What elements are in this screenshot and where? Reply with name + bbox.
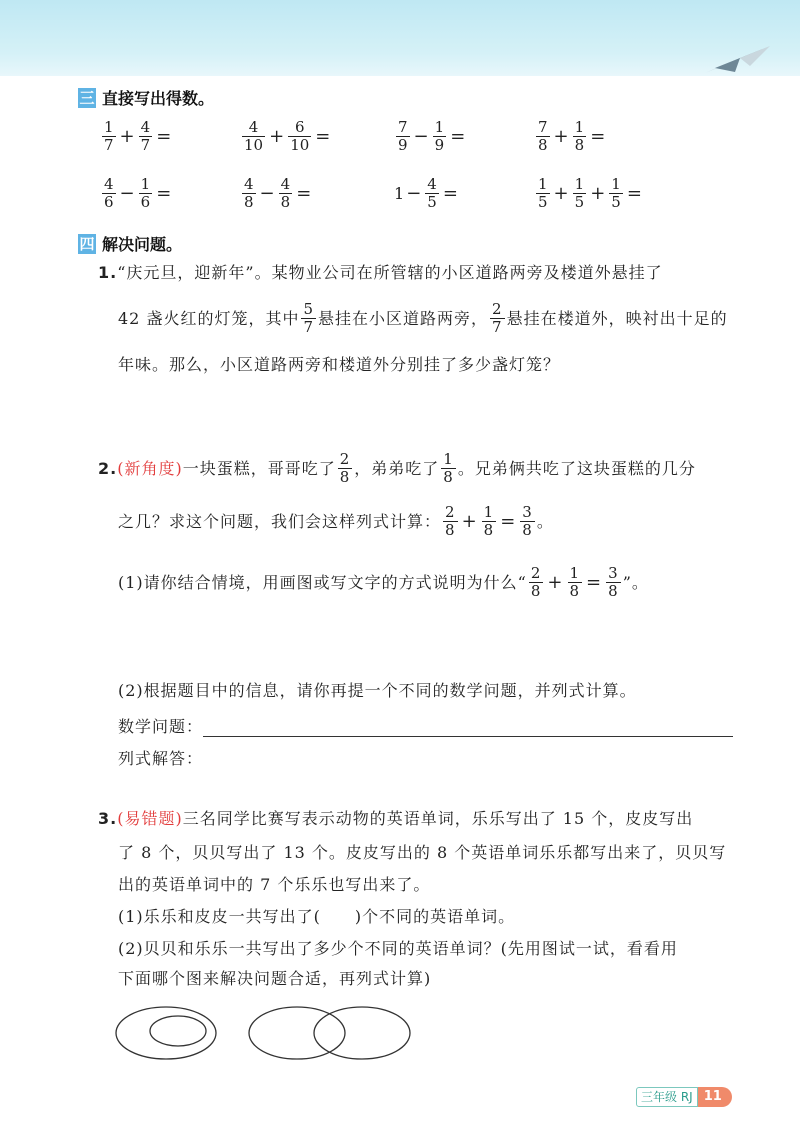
- fraction: $\frac{2}{8}$: [530, 564, 542, 600]
- venn-diagrams: [112, 1000, 452, 1066]
- fraction: $\frac{4}{6}$: [104, 175, 114, 211]
- q3-line-2: 了 8 个，贝贝写出了 13 个。皮皮写出的 8 个英语单词乐乐都写出来了，贝贝写: [118, 843, 727, 862]
- section-4-tag: 四: [79, 234, 95, 253]
- page-footer: [636, 1087, 732, 1107]
- q2-math-question-row: [118, 716, 733, 738]
- solve-label: 列式解答：: [118, 749, 204, 768]
- q2-solve-row: [118, 748, 203, 770]
- fraction: $\frac{7}{9}$: [398, 118, 408, 154]
- venn-diagram-overlap[interactable]: [249, 1007, 410, 1059]
- fraction: $\frac{4}{8}$: [280, 175, 291, 211]
- expr-5: $\frac{4}{6}$ − $\frac{1}{6}$ =: [104, 175, 172, 211]
- q3-badge: (易错题): [117, 809, 183, 828]
- expr-2: $\frac{4}{10}$ + $\frac{6}{10}$ =: [244, 118, 331, 154]
- q2-number: 2.: [98, 458, 118, 478]
- q2-line-2: 之几？求这个问题，我们会这样列式计算： $\frac{2}{8}$ + $\frac{1}{8}$ = $\frac{3}{8}$ 。: [118, 503, 554, 539]
- q3-part-1: (1)乐乐和皮皮一共写出了( )个不同的英语单词。: [118, 907, 516, 926]
- q3-line-1: 3. (易错题) 三名同学比赛写表示动物的英语单词，乐乐写出了 15 个，皮皮写出: [98, 809, 694, 828]
- fraction: $\frac{1}{9}$: [434, 118, 445, 154]
- expr-4: $\frac{7}{8}$ + $\frac{1}{8}$ =: [538, 118, 606, 154]
- fraction: $\frac{1}{5}$: [611, 175, 621, 211]
- expr-7: 1 − $\frac{4}{5}$ =: [394, 175, 458, 211]
- paper-plane-icon: [700, 28, 780, 78]
- header-banner: [0, 0, 800, 76]
- section-3-title: 直接写出得数。: [102, 89, 215, 108]
- fraction: $\frac{1}{5}$: [538, 175, 548, 211]
- fraction: $\frac{2}{7}$: [492, 300, 503, 336]
- section-4-title: 解决问题。: [102, 235, 183, 254]
- fraction: $\frac{6}{10}$: [290, 118, 310, 154]
- q3-line-3: 出的英语单词中的 7 个乐乐也写出来了。: [118, 875, 431, 894]
- page-number: 11: [698, 1087, 732, 1107]
- fraction: $\frac{1}{8}$: [569, 564, 581, 600]
- q1-line-3: 年味。那么，小区道路两旁和楼道外分别挂了多少盏灯笼？: [118, 355, 561, 374]
- expr-3: $\frac{7}{9}$ − $\frac{1}{9}$ =: [398, 118, 466, 154]
- q3-number: 3.: [98, 809, 118, 828]
- section-3-tag: 三: [79, 88, 95, 107]
- fraction: $\frac{1}{8}$: [443, 450, 454, 486]
- fraction: $\frac{1}{7}$: [104, 118, 114, 154]
- q1-line-2: 42 盏火红的灯笼，其中 $\frac{5}{7}$ 悬挂在小区道路两旁， $\frac{2}{7}$ 悬挂在楼道外，映衬出十足的: [118, 300, 728, 336]
- fraction: $\frac{4}{8}$: [244, 175, 254, 211]
- fraction: $\frac{2}{8}$: [339, 450, 351, 486]
- q2-part-1: (1)请你结合情境，用画图或写文字的方式说明为什么“ $\frac{2}{8}$ + $\frac{1}{8}$ = $\frac{3}{8}$ ”。: [118, 564, 649, 600]
- fraction: $\frac{1}{6}$: [140, 175, 151, 211]
- q1-number: 1.: [98, 263, 118, 282]
- fraction: $\frac{3}{8}$: [608, 564, 619, 600]
- expr-1: $\frac{1}{7}$ + $\frac{4}{7}$ =: [104, 118, 172, 154]
- fraction: $\frac{1}{8}$: [483, 503, 495, 539]
- fraction: $\frac{1}{5}$: [574, 175, 585, 211]
- q1-line-1: 1.“庆元旦，迎新年”。某物业公司在所管辖的小区道路两旁及楼道外悬挂了: [98, 263, 663, 282]
- q3-part-2-line-1: (2)贝贝和乐乐一共写出了多少个不同的英语单词？(先用图试一试，看看用: [118, 939, 678, 958]
- section-3-heading: [78, 86, 214, 109]
- expr-8: $\frac{1}{5}$ + $\frac{1}{5}$ + $\frac{1}{5}$ =: [538, 175, 642, 211]
- q2-line-1: 2. (新角度) 一块蛋糕，哥哥吃了 $\frac{2}{8}$ ，弟弟吃了 $\frac{1}{8}$ 。兄弟俩共吃了这块蛋糕的几分: [98, 450, 696, 486]
- section-4-heading: [78, 232, 182, 255]
- fraction: $\frac{5}{7}$: [303, 300, 314, 336]
- fraction: $\frac{7}{8}$: [538, 118, 548, 154]
- q3-part-2-line-2: 下面哪个图来解决问题合适，再列式计算): [118, 969, 432, 988]
- math-question-answer-line[interactable]: [203, 718, 733, 737]
- fraction: $\frac{4}{10}$: [244, 118, 264, 154]
- fraction: $\frac{2}{8}$: [445, 503, 456, 539]
- math-question-label: 数学问题：: [118, 717, 204, 736]
- fraction: $\frac{3}{8}$: [522, 503, 533, 539]
- fraction: $\frac{4}{7}$: [140, 118, 151, 154]
- grade-label: 三年级 RJ: [636, 1087, 698, 1107]
- fraction: $\frac{4}{5}$: [427, 175, 437, 211]
- q2-part-2: (2)根据题目中的信息，请你再提一个不同的数学问题，并列式计算。: [118, 681, 637, 700]
- venn-diagram-nested[interactable]: [116, 1007, 216, 1059]
- fraction: $\frac{1}{8}$: [574, 118, 585, 154]
- expr-6: $\frac{4}{8}$ − $\frac{4}{8}$ =: [244, 175, 312, 211]
- q2-badge: (新角度): [117, 458, 183, 478]
